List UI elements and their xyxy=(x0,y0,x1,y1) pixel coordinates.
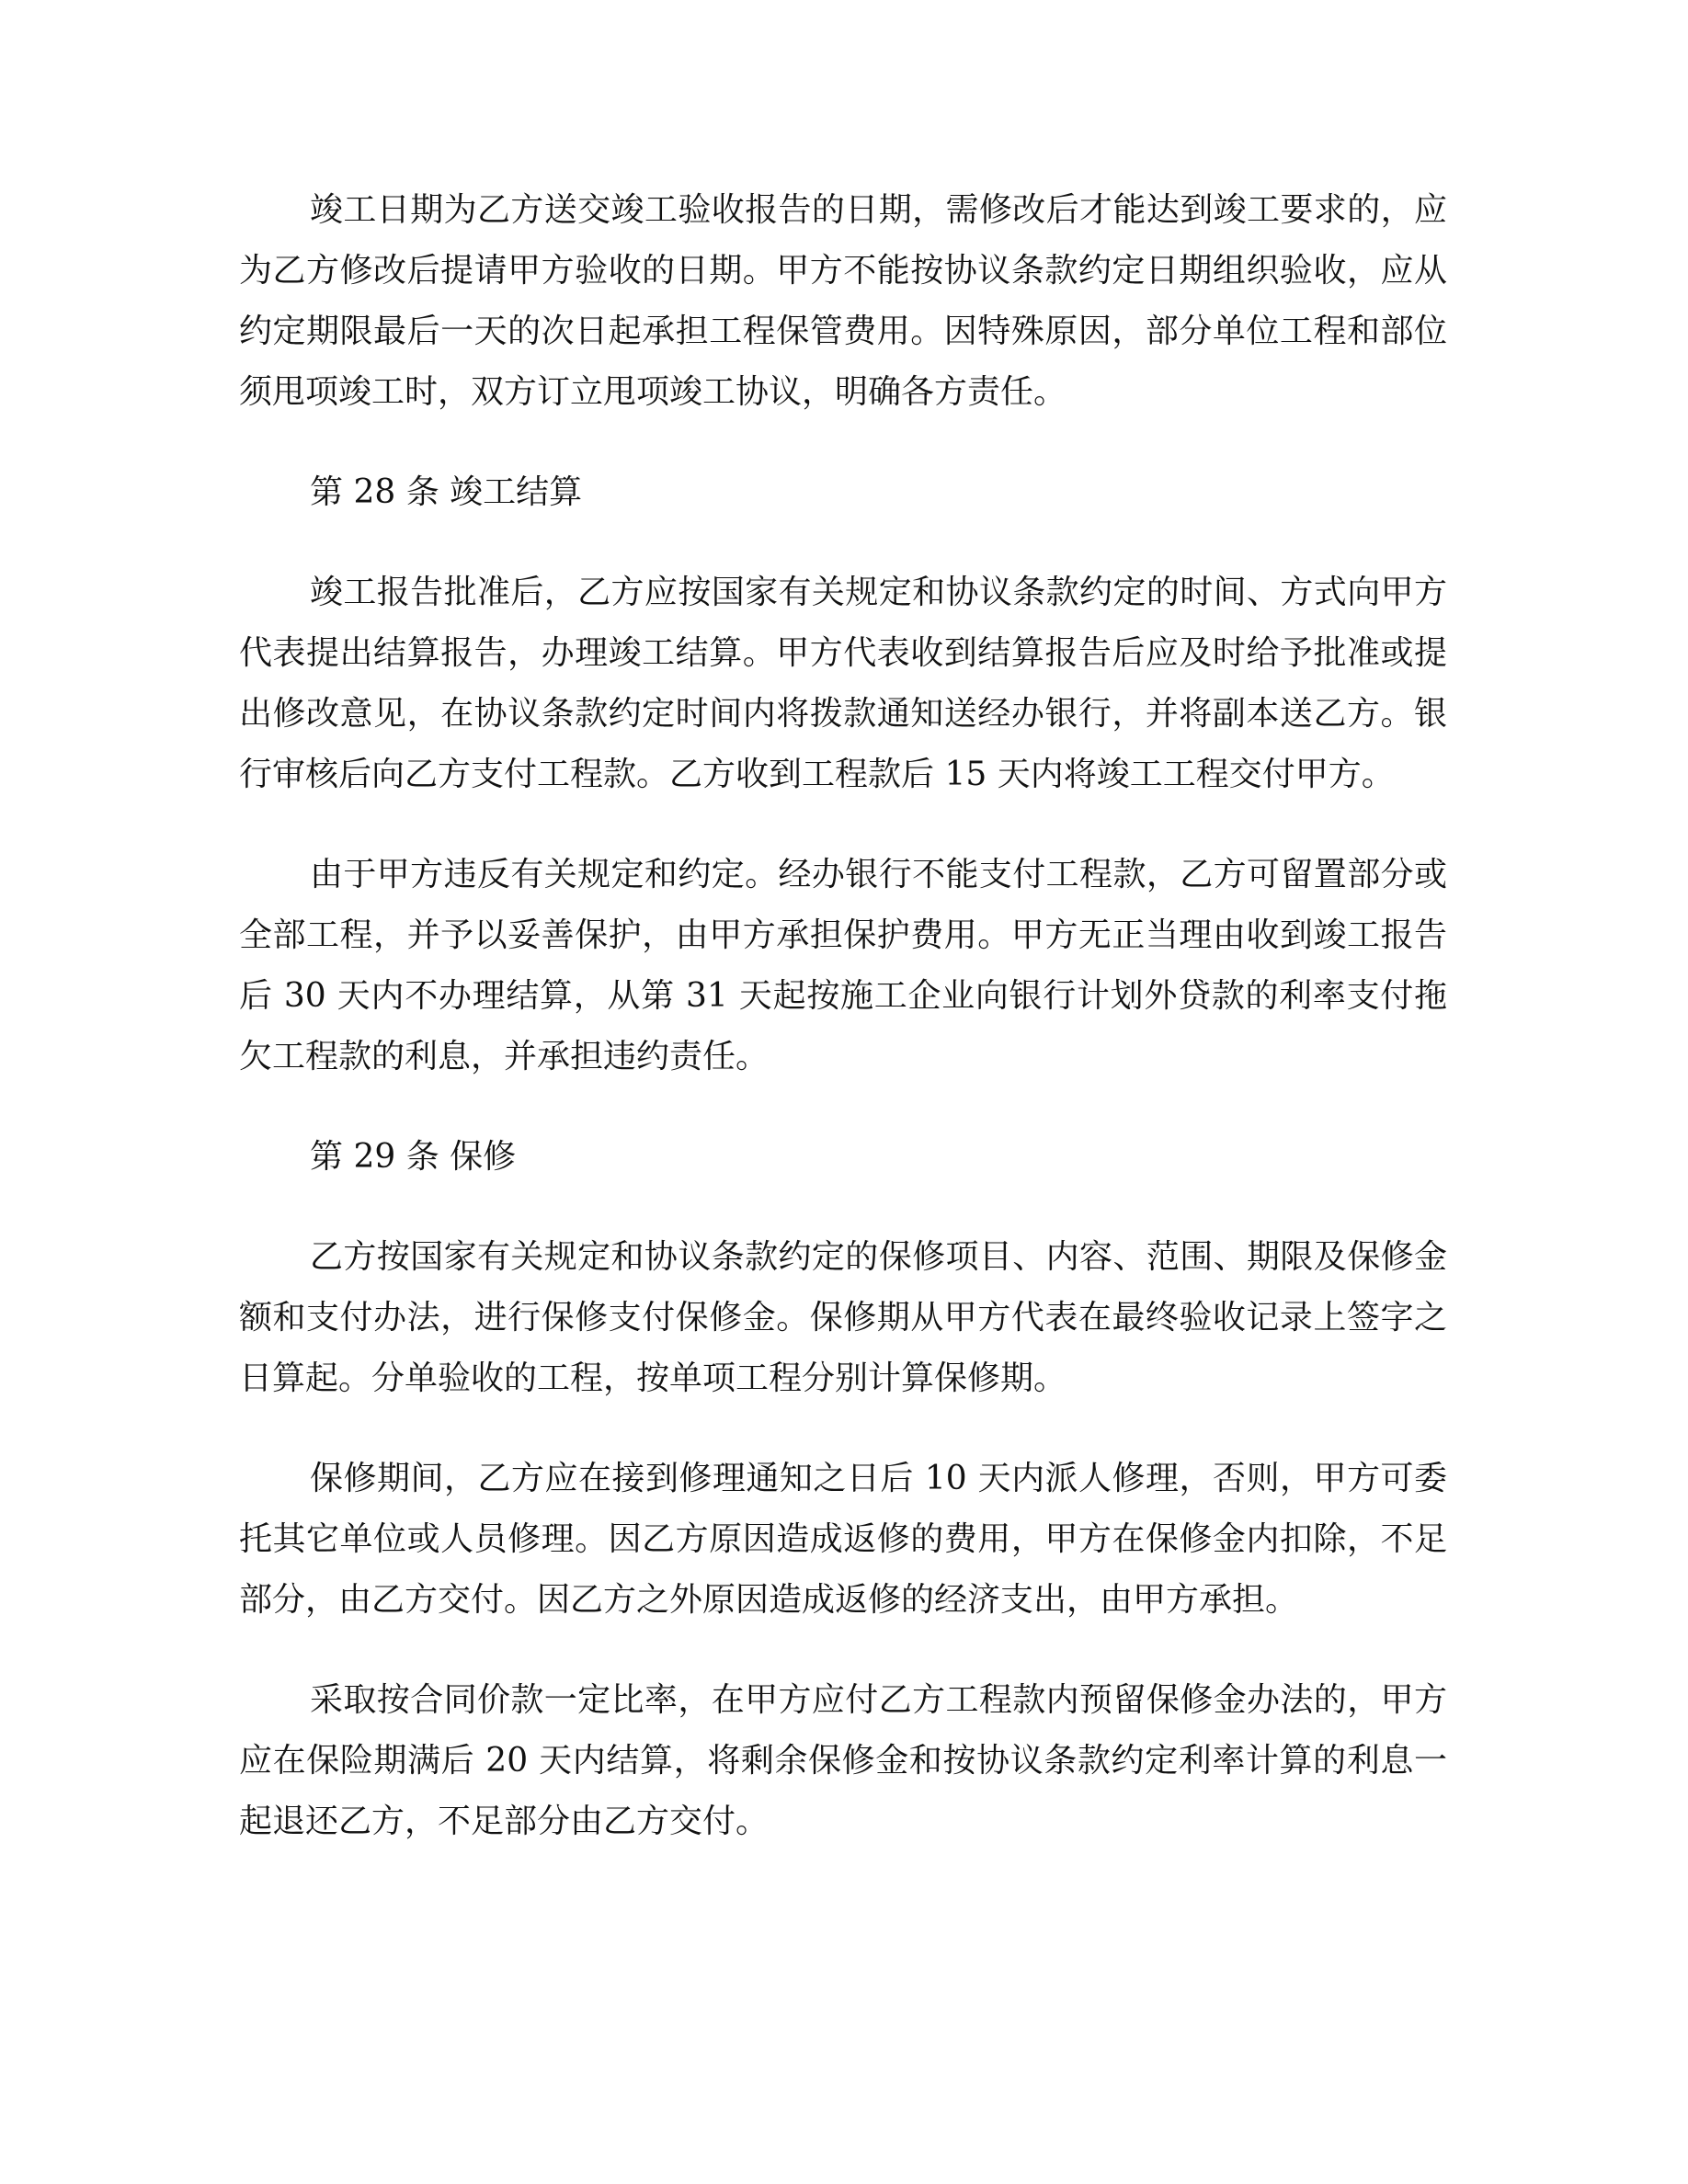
paragraph-warranty-scope: 乙方按国家有关规定和协议条款约定的保修项目、内容、范围、期限及保修金额和支付办法，进行保修支付保修金。保修期从甲方代表在最终验收记录上签字之日算起。分单验收的工程，按单项工程分别计算保修期。 xyxy=(239,1238,1447,1397)
paragraph-breach-of-payment: 由于甲方违反有关规定和约定。经办银行不能支付工程款，乙方可留置部分或全部工程，并予以妥善保护，由甲方承担保护费用。甲方无正当理由收到竣工报告后 30 天内不办理结算，从第 31 天起按施工企业向银行计划外贷款的利率支付拖欠工程款的利息，并承担违约责任。 xyxy=(239,856,1447,1075)
paragraph-settlement-report: 竣工报告批准后，乙方应按国家有关规定和协议条款约定的时间、方式向甲方代表提出结算报告，办理竣工结算。甲方代表收到结算报告后应及时给予批准或提出修改意见，在协议条款约定时间内将拨款通知送经办银行，并将副本送乙方。银行审核后向乙方支付工程款。乙方收到工程款后 15 天内将竣工工程交付甲方。 xyxy=(239,574,1447,793)
paragraph-completion-date: 竣工日期为乙方送交竣工验收报告的日期，需修改后才能达到竣工要求的，应为乙方修改后提请甲方验收的日期。甲方不能按协议条款约定日期组织验收，应从约定期限最后一天的次日起承担工程保管费用。因特殊原因，部分单位工程和部位须甩项竣工时，双方订立甩项竣工协议，明确各方责任。 xyxy=(239,191,1447,411)
paragraph-retention-money: 采取按合同价款一定比率，在甲方应付乙方工程款内预留保修金办法的，甲方应在保险期满后 20 天内结算，将剩余保修金和按协议条款约定利率计算的利息一起退还乙方，不足部分由乙方交付。 xyxy=(239,1681,1447,1840)
heading-article-29: 第 29 条 保修 xyxy=(310,1138,517,1176)
document-body xyxy=(239,180,1447,1892)
heading-article-28: 第 28 条 竣工结算 xyxy=(310,473,583,511)
paragraph-warranty-repairs: 保修期间，乙方应在接到修理通知之日后 10 天内派人修理，否则，甲方可委托其它单位或人员修理。因乙方原因造成返修的费用，甲方在保修金内扣除，不足部分，由乙方交付。因乙方之外原因造成返修的经济支出，由甲方承担。 xyxy=(239,1460,1447,1619)
